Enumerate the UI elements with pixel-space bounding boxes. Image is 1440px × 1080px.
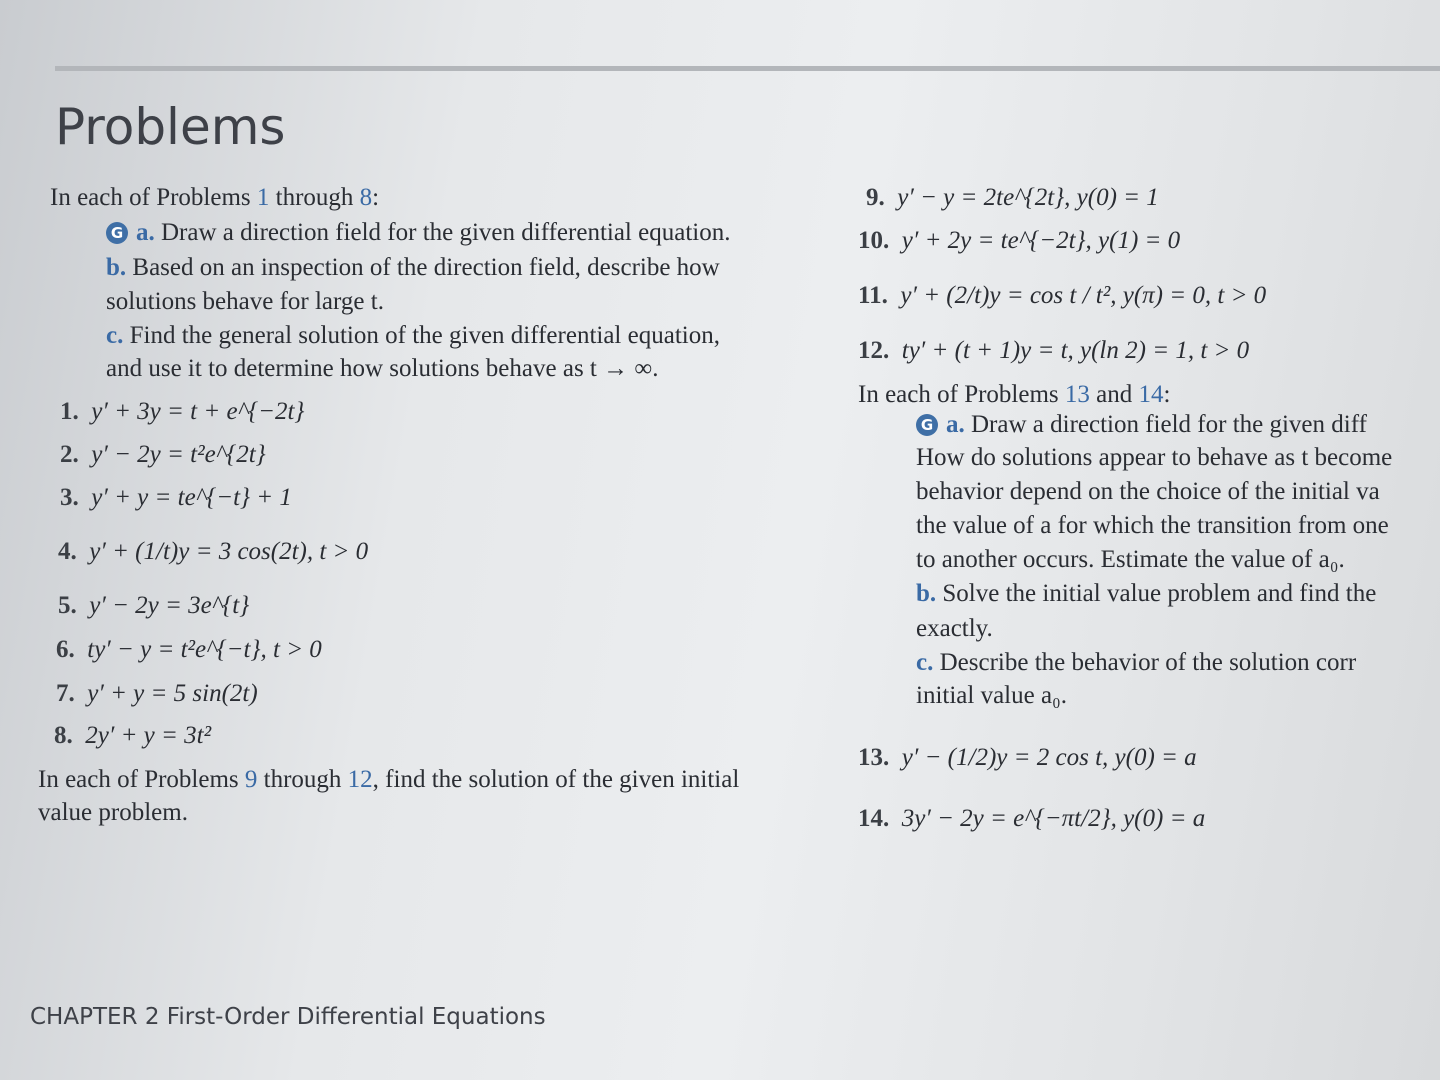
problem-equation: y′ − (1/2)y = 2 cos t, y(0) = a (901, 744, 1197, 771)
problem-number: 13. (858, 744, 890, 771)
problem-equation: ty′ + (t + 1)y = t, y(ln 2) = 1, t > 0 (901, 337, 1250, 364)
left-intro-suffix: : (372, 184, 380, 211)
problem-equation: 2y′ + y = 3t² (85, 722, 212, 749)
left-intro (50, 184, 379, 212)
left-b-label: b. (106, 254, 127, 281)
problem-equation: 3y′ − 2y = e^{−πt/2}, y(0) = a (901, 805, 1206, 832)
right-c-text2: initial value a₀. (916, 682, 1068, 709)
left-part-b (106, 254, 720, 282)
ivp-link-12[interactable]: 12 (347, 766, 373, 793)
left-intro-mid: through (269, 184, 360, 211)
right-intro-link-13[interactable]: 13 (1064, 381, 1090, 408)
problem-14 (858, 805, 1205, 833)
top-rule (55, 66, 1440, 71)
left-c-text2: and use it to determine how solutions behave as t → ∞. (106, 355, 659, 382)
left-a-text: Draw a direction field for the given differential equation. (161, 219, 731, 246)
problem-number: 11. (858, 282, 888, 309)
problem-equation: y′ − 2y = 3e^{t} (89, 592, 250, 619)
right-part-a (916, 411, 1367, 439)
right-a-text1: Draw a direction field for the given diff (971, 411, 1367, 438)
g-badge-icon: G (106, 222, 128, 244)
problem-number: 1. (60, 398, 79, 425)
right-intro-mid: and (1089, 381, 1139, 408)
problem-equation: y′ + y = te^{−t} + 1 (91, 484, 292, 511)
left-intro-link-8[interactable]: 8 (359, 184, 373, 211)
ivp-intro-text-b: , find the solution of the given initial (372, 766, 740, 793)
right-b-label: b. (916, 580, 937, 607)
problem-12 (858, 337, 1249, 365)
right-part-c (916, 649, 1356, 677)
right-intro-suffix: : (1163, 381, 1171, 408)
left-part-c (106, 322, 720, 350)
right-intro-link-14[interactable]: 14 (1138, 381, 1164, 408)
problem-2 (60, 441, 266, 469)
problem-equation: y′ + y = 5 sin(2t) (87, 680, 258, 707)
left-c-text1: Find the general solution of the given differential equation, (129, 322, 720, 349)
right-a-text2: How do solutions appear to behave as t become (916, 444, 1393, 471)
problem-10 (858, 227, 1180, 255)
left-intro-text: In each of Problems (50, 184, 257, 211)
problem-number: 3. (60, 484, 79, 511)
right-part-b (916, 580, 1376, 608)
problem-number: 14. (858, 805, 890, 832)
right-c-label: c. (916, 649, 934, 676)
right-a-text5: to another occurs. Estimate the value of a₀. (916, 546, 1345, 573)
ivp-intro-mid: through (257, 766, 348, 793)
problem-equation: y′ − 2y = t²e^{2t} (91, 441, 266, 468)
problem-1 (60, 398, 304, 426)
left-a-label: a. (136, 219, 155, 246)
problem-3 (60, 484, 292, 512)
problem-7 (56, 680, 258, 708)
problem-equation: y′ + 2y = te^{−2t}, y(1) = 0 (901, 227, 1181, 254)
problem-equation: y′ + (2/t)y = cos t / t², y(π) = 0, t > 0 (900, 282, 1267, 309)
problem-number: 10. (858, 227, 890, 254)
ivp-link-9[interactable]: 9 (244, 766, 258, 793)
problem-11 (858, 282, 1266, 310)
problem-equation: y′ + (1/t)y = 3 cos(2t), t > 0 (89, 538, 369, 565)
right-intro-text: In each of Problems (858, 381, 1065, 408)
problem-equation: ty′ − y = t²e^{−t}, t > 0 (87, 636, 322, 663)
right-a-text3: behavior depend on the choice of the initial va (916, 478, 1380, 505)
left-part-a (106, 219, 730, 247)
problem-number: 6. (56, 636, 75, 663)
problem-number: 2. (60, 441, 79, 468)
right-intro (858, 381, 1170, 409)
right-a-label: a. (946, 411, 965, 438)
right-c-text1: Describe the behavior of the solution corr (939, 649, 1357, 676)
left-intro-link-1[interactable]: 1 (256, 184, 270, 211)
problem-9 (866, 184, 1159, 212)
problem-number: 7. (56, 680, 75, 707)
problem-4 (58, 538, 368, 566)
ivp-intro-text: In each of Problems (38, 766, 245, 793)
problem-13 (858, 744, 1197, 772)
problem-number: 8. (54, 722, 73, 749)
problem-number: 9. (866, 184, 885, 211)
chapter-footer: CHAPTER 2 First-Order Differential Equations (30, 1004, 546, 1030)
problem-8 (54, 722, 211, 750)
right-a-text4: the value of a for which the transition from one (916, 512, 1389, 539)
right-b-text1: Solve the initial value problem and find the (942, 580, 1377, 607)
left-b-text1: Based on an inspection of the direction field, describe how (132, 254, 720, 281)
problem-equation: y′ + 3y = t + e^{−2t} (91, 398, 305, 425)
problem-equation: y′ − y = 2te^{2t}, y(0) = 1 (897, 184, 1159, 211)
problem-number: 12. (858, 337, 890, 364)
g-badge-icon: G (916, 414, 938, 436)
problem-6 (56, 636, 322, 664)
right-b-text2: exactly. (916, 615, 993, 642)
problem-number: 5. (58, 592, 77, 619)
left-b-text2: solutions behave for large t. (106, 288, 384, 315)
ivp-intro (38, 766, 739, 794)
problem-number: 4. (58, 538, 77, 565)
page-title: Problems (55, 98, 286, 156)
ivp-intro-line2: value problem. (38, 799, 188, 826)
left-c-label: c. (106, 322, 124, 349)
problem-5 (58, 592, 249, 620)
